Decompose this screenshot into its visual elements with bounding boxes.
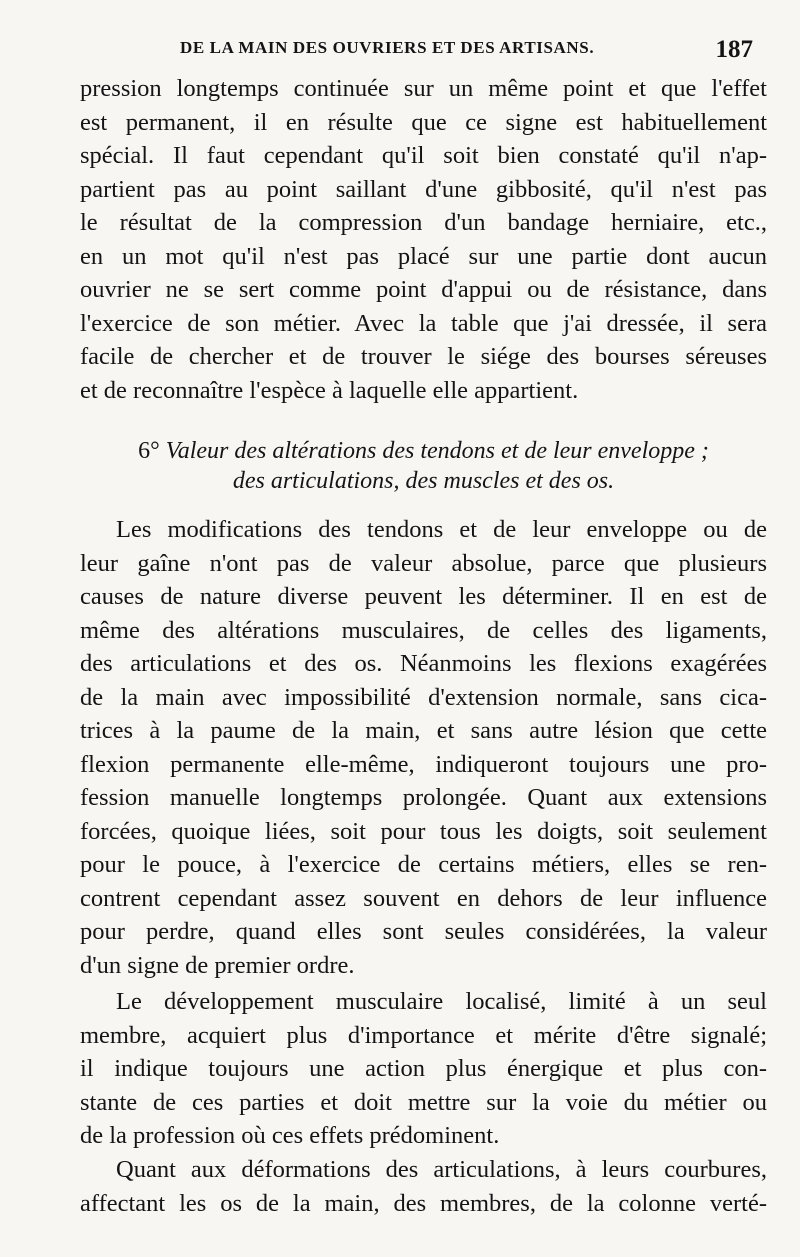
text-line: pour perdre, quand elles sont seules considérées, la valeur xyxy=(80,918,767,945)
section-title-part-1: Valeur des altérations des tendons et de leur enveloppe ; xyxy=(165,438,709,464)
text-line: contrent cependant assez souvent en dehors de leur influence xyxy=(80,884,767,912)
text-line: trices à la paume de la main, et sans autre lésion que cette xyxy=(80,717,767,744)
text-line: facile de chercher et de trouver le siége des bourses séreuses xyxy=(80,343,767,370)
text-line: forcées, quoique liées, soit pour tous les doigts, soit seulement xyxy=(80,817,767,845)
text-line: ouvrier ne se sert comme point d'appui ou de résistance, dans xyxy=(80,276,767,303)
text-line: causes de nature diverse peuvent les déterminer. Il en est de xyxy=(80,583,767,610)
text-line: même des altérations musculaires, de celles des ligaments, xyxy=(80,616,767,644)
text-line: en un mot qu'il n'est pas placé sur une partie dont aucun xyxy=(80,242,767,270)
text-line: stante de ces parties et doit mettre sur la voie du métier ou xyxy=(80,1088,767,1116)
section-heading-line-1 xyxy=(80,436,767,466)
section-number: 6° xyxy=(138,438,160,464)
text-line: pression longtemps continuée sur un même point et que l'effet xyxy=(80,75,767,102)
paragraph-2 xyxy=(80,513,767,982)
text-line: pour le pouce, à l'exercice de certains métiers, elles se ren- xyxy=(80,851,767,878)
section-heading-line-2 xyxy=(80,466,767,496)
paragraph-4 xyxy=(80,1153,767,1220)
page-number: 187 xyxy=(715,36,753,63)
section-title-part-2: des articulations, des muscles et des os. xyxy=(232,468,615,494)
paragraph-3 xyxy=(80,985,767,1153)
text-line: est permanent, il en résulte que ce signe est habituellement xyxy=(80,108,767,136)
text-line: l'exercice de son métier. Avec la table que j'ai dressée, il sera xyxy=(80,309,767,337)
text-line: Le développement musculaire localisé, limité à un seul xyxy=(116,988,767,1015)
text-line: partient pas au point saillant d'une gibbosité, qu'il n'est pas xyxy=(80,175,767,203)
text-line: spécial. Il faut cependant qu'il soit bien constaté qu'il n'ap- xyxy=(80,142,767,169)
text-line: Les modifications des tendons et de leur enveloppe ou de xyxy=(116,516,767,543)
text-line: d'un signe de premier ordre. xyxy=(80,951,355,979)
page-header xyxy=(100,36,755,66)
text-line: des articulations et des os. Néanmoins les flexions exagérées xyxy=(80,650,767,677)
text-line: flexion permanente elle-même, indiqueront toujours une pro- xyxy=(80,750,767,778)
text-line: membre, acquiert plus d'importance et mérite d'être signalé; xyxy=(80,1021,767,1049)
text-line: de la main avec impossibilité d'extension normale, sans cica- xyxy=(80,683,767,711)
text-line: affectant les os de la main, des membres, de la colonne verté- xyxy=(80,1189,767,1217)
text-line: fession manuelle longtemps prolongée. Quant aux extensions xyxy=(80,784,767,811)
text-line: le résultat de la compression d'un bandage herniaire, etc., xyxy=(80,209,767,236)
text-line: Quant aux déformations des articulations, à leurs courbures, xyxy=(116,1156,767,1183)
section-heading xyxy=(80,436,767,496)
text-line: et de reconnaître l'espèce à laquelle elle appartient. xyxy=(80,376,579,404)
running-head: DE LA MAIN DES OUVRIERS ET DES ARTISANS. xyxy=(180,38,595,57)
text-line: de la profession où ces effets prédominent. xyxy=(80,1122,500,1149)
text-line: leur gaîne n'ont pas de valeur absolue, parce que plusieurs xyxy=(80,549,767,577)
paragraph-1 xyxy=(80,72,767,407)
text-line: il indique toujours une action plus énergique et plus con- xyxy=(80,1055,767,1082)
